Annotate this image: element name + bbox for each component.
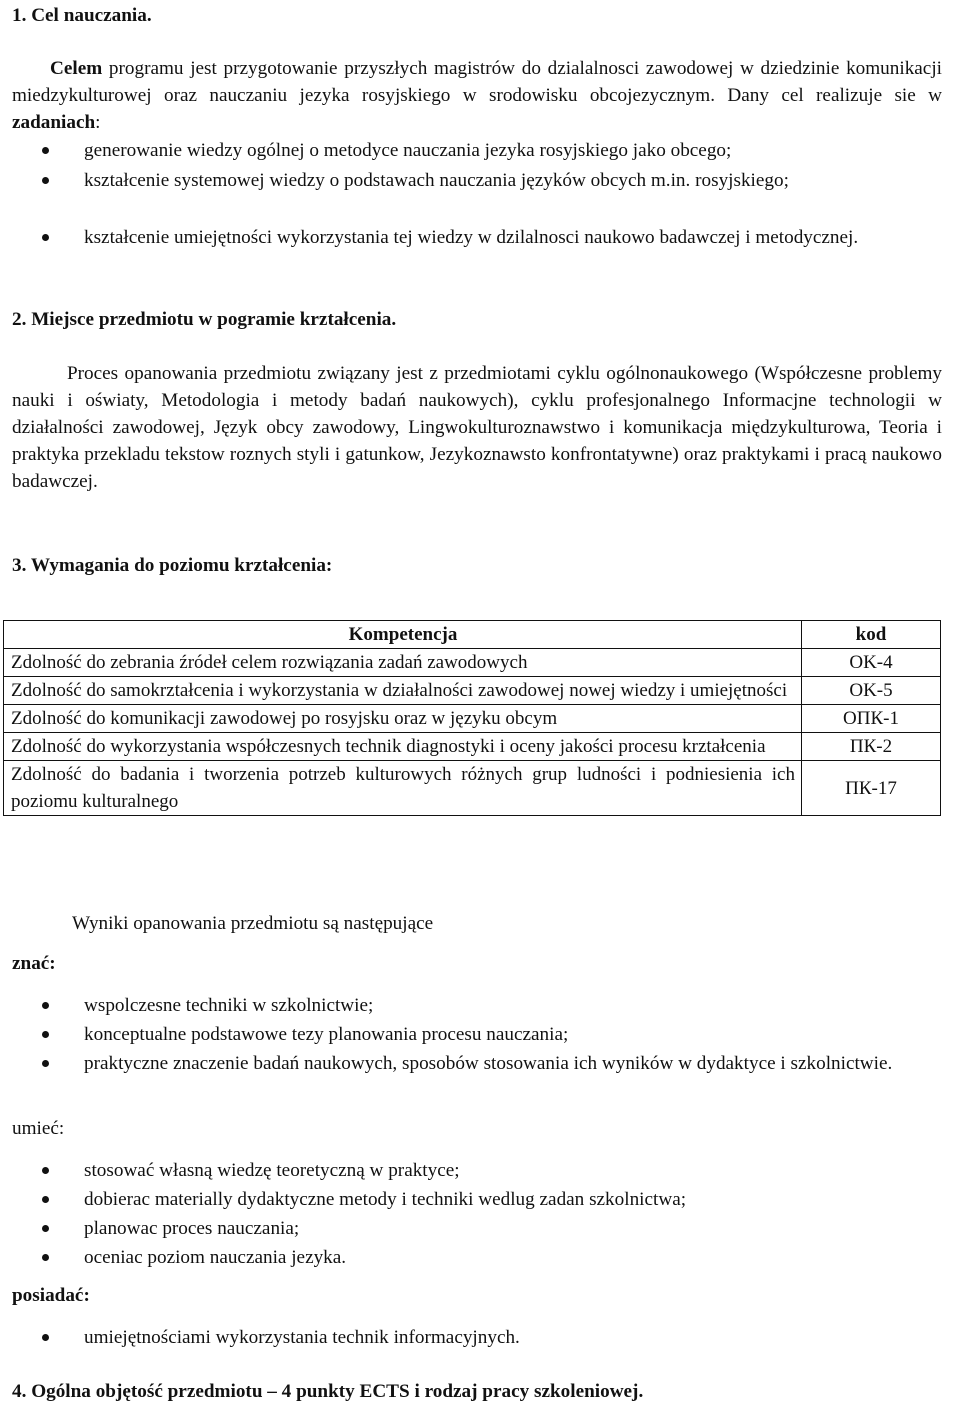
- section-1-heading: 1. Cel nauczania.: [12, 5, 152, 26]
- bullet-icon: [36, 167, 60, 191]
- code-cell: ПК-2: [802, 733, 941, 761]
- competence-cell: Zdolność do samokrztałcenia i wykorzystania w działalności zawodowej nowej wiedzy i umiejętności: [4, 677, 802, 705]
- can-item: dobierac materially dydaktyczne metody i techniki wedlug zadan szkolnictwa;: [84, 1189, 687, 1210]
- bold-celem: Celem: [50, 58, 103, 79]
- competence-cell: Zdolność do zebrania źródeł celem rozwiązania zadań zawodowych: [4, 649, 802, 677]
- section-4-heading: 4. Ogólna objętość przedmiotu – 4 punkty ECTS i rodzaj pracy szkoleniowej.: [12, 1381, 644, 1402]
- results-intro: Wyniki opanowania przedmiotu są następujące: [72, 913, 434, 934]
- code-cell: ПК-17: [802, 761, 941, 816]
- section-1-bullet: generowanie wiedzy ogólnej o metodyce nauczania jezyka rosyjskiego jako obcego;: [84, 140, 732, 161]
- can-item: stosować własną wiedzę teoretyczną w praktyce;: [84, 1160, 460, 1181]
- know-label: znać:: [12, 953, 56, 974]
- section-1-paragraph: Celem programu jest przygotowanie przyszłych magistrów do dzialalnosci zawodowej w dziedzinie komunikacji miedzykulturowej oraz nauczaniu jezyka rosyjskiego w srodowisku obcojezycznym. Dany cel realizuje sie w zadaniach:: [12, 58, 942, 133]
- can-item: planowac proces nauczania;: [84, 1218, 300, 1239]
- have-item: umiejętnościami wykorzystania technik informacyjnych.: [84, 1327, 520, 1348]
- competence-cell: Zdolność do komunikacji zawodowej po rosyjsku oraz w języku obcym: [4, 705, 802, 733]
- code-cell: ОПК-1: [802, 705, 941, 733]
- section-1-bullet: kształcenie systemowej wiedzy o podstawach nauczania języków obcych m.in. rosyjskiego;: [84, 170, 789, 191]
- competence-cell: Zdolność do badania i tworzenia potrzeb kulturowych różnych grup ludności i podniesienia ich poziomu kulturalnego: [4, 761, 802, 816]
- competence-cell: Zdolność do wykorzystania współczesnych technik diagnostyki i oceny jakości procesu krztałcenia: [4, 733, 802, 761]
- code-cell: OK-4: [802, 649, 941, 677]
- table-row: [4, 677, 941, 705]
- competence-table: [3, 620, 941, 816]
- bullet-icon: [36, 224, 60, 248]
- section-3-heading: 3. Wymagania do poziomu krztałcenia:: [12, 555, 333, 576]
- know-item: praktyczne znaczenie badań naukowych, sposobów stosowania ich wyników w dydaktyce i szkolnictwie.: [84, 1053, 893, 1074]
- have-label: posiadać:: [12, 1285, 90, 1306]
- table-header-row: [4, 621, 941, 649]
- bullet-icon: [36, 137, 60, 161]
- table-row: [4, 733, 941, 761]
- bold-zadaniach: zadaniach: [12, 112, 96, 133]
- bullet-icon: [36, 1244, 60, 1268]
- bullet-icon: [36, 1324, 60, 1348]
- section-1-bullet: kształcenie umiejętności wykorzystania tej wiedzy w dzilalnosci naukowo badawczej i metodycznej.: [84, 227, 859, 248]
- can-item: oceniac poziom nauczania jezyka.: [84, 1247, 347, 1268]
- can-label: umieć:: [12, 1118, 65, 1139]
- bullet-icon: [36, 1215, 60, 1239]
- bullet-icon: [36, 1186, 60, 1210]
- column-header-code: kod: [802, 621, 941, 649]
- bullet-icon: [36, 1021, 60, 1045]
- code-cell: OK-5: [802, 677, 941, 705]
- column-header-competence: Kompetencja: [4, 621, 802, 649]
- table-row: [4, 705, 941, 733]
- bullet-icon: [36, 992, 60, 1016]
- table-row: [4, 649, 941, 677]
- know-item: konceptualne podstawowe tezy planowania procesu nauczania;: [84, 1024, 569, 1045]
- section-2-heading: 2. Miejsce przedmiotu w pogramie krztałcenia.: [12, 309, 397, 330]
- bullet-icon: [36, 1050, 60, 1074]
- know-item: wspolczesne techniki w szkolnictwie;: [84, 995, 374, 1016]
- section-2-paragraph: Proces opanowania przedmiotu związany jest z przedmiotami cyklu ogólnonaukowego (Współczesne problemy nauki i oświaty, Metodologia i metody badań naukowych), cyklu profesjonalnego Informacjne technologii w działalności zawodowej, Język obcy zawodowy, Lingwokulturoznawstwo i komunikacja międzykulturowa, Teoria i praktyka przekladu tekstow roznych styli i gatunkow, Jezykoznawsto konfrontatywne) oraz praktykami i pracą naukowo badawczej.: [12, 363, 942, 492]
- table-row: [4, 761, 941, 816]
- bullet-icon: [36, 1157, 60, 1181]
